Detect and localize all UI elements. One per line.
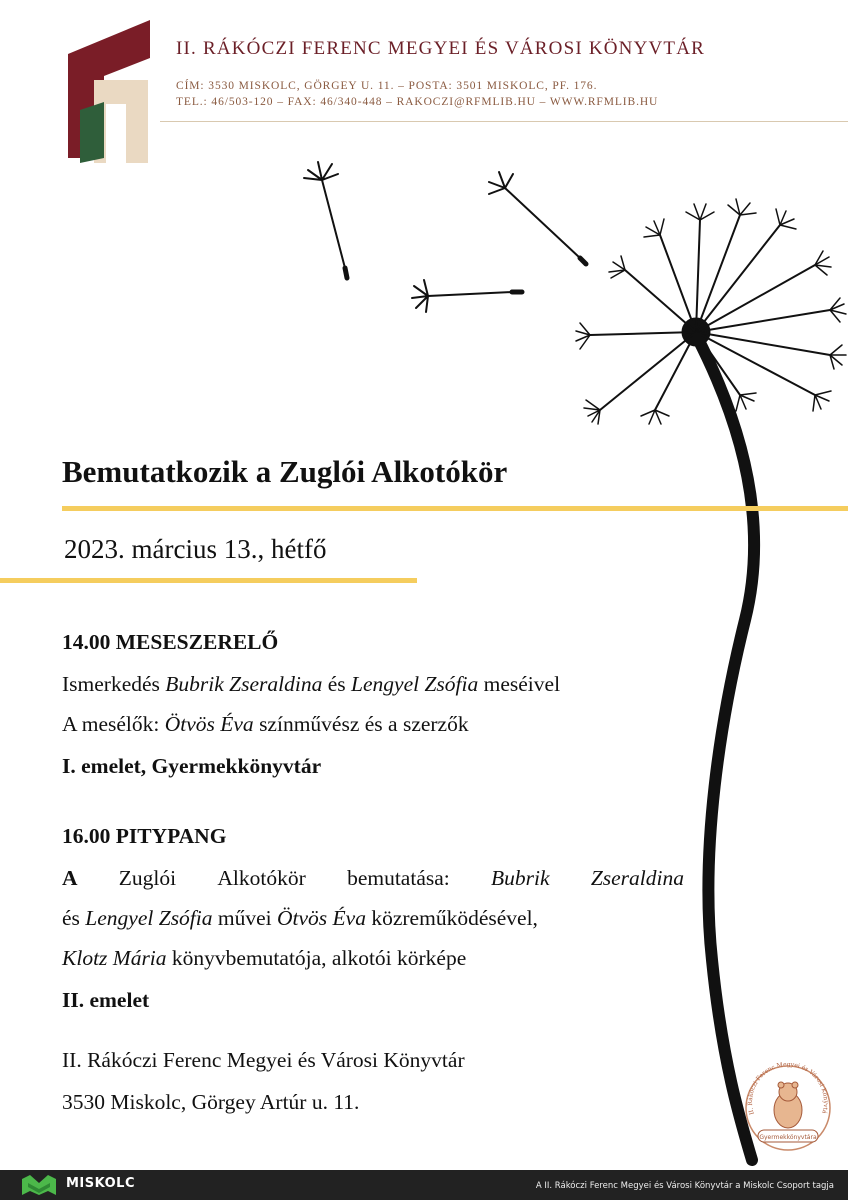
program2-location: II. emelet [62, 988, 150, 1012]
program1-line2: A mesélők: Ötvös Éva színművész és a szerzők [62, 712, 469, 736]
program2-heading: 16.00 PITYPANG [62, 824, 227, 848]
event-date: 2023. március 13., hétfő [64, 534, 327, 564]
program1-location: I. emelet, Gyermekkönyvtár [62, 754, 322, 778]
dandelion-illustration [260, 140, 848, 1180]
program2-line2: és Lengyel Zsófia művei Ötvös Éva közreműködésével, [62, 906, 538, 930]
childrens-library-stamp [740, 1052, 836, 1160]
program2-line3: Klotz Mária könyvbemutatója, alkotói körképe [62, 946, 467, 970]
library-name: II. RÁKÓCZI FERENC MEGYEI ÉS VÁROSI KÖNYVTÁR [176, 38, 706, 59]
miskolc-logo-icon [22, 1175, 56, 1195]
library-logo [64, 18, 154, 163]
venue-address: 3530 Miskolc, Görgey Artúr u. 11. [62, 1090, 360, 1114]
library-contact: TEL.: 46/503-120 – FAX: 46/340-448 – RAKOCZI@RFMLIB.HU – WWW.RFMLIB.HU [176, 96, 659, 108]
venue-name: II. Rákóczi Ferenc Megyei és Városi Könyvtár [62, 1048, 465, 1072]
title-underline [62, 506, 848, 511]
footer-note: A II. Rákóczi Ferenc Megyei és Városi Könyvtár a Miskolc Csoport tagja [535, 1181, 834, 1191]
header-divider [160, 121, 848, 122]
svg-text:Gyermekkönyvtára: Gyermekkönyvtára [759, 1134, 817, 1141]
svg-text:II. Rákóczi Ferenc Megyei és V: II. Rákóczi Ferenc Megyei és Városi Könyvtá [746, 1061, 830, 1116]
program1-line1: Ismerkedés Bubrik Zseraldina és Lengyel Zsófia meséivel [62, 672, 561, 696]
library-address: CÍM: 3530 MISKOLC, GÖRGEY U. 11. – POSTA: 3501 MISKOLC, PF. 176. [176, 80, 598, 92]
miskolc-brand: MISKOLC [66, 1176, 136, 1191]
event-title: Bemutatkozik a Zuglói Alkotókör [62, 454, 508, 489]
date-underline [0, 578, 417, 583]
program2-line1: A Zuglói Alkotókör bemutatása: Bubrik Zseraldina [62, 866, 684, 890]
program1-heading: 14.00 MESESZERELŐ [62, 630, 279, 654]
